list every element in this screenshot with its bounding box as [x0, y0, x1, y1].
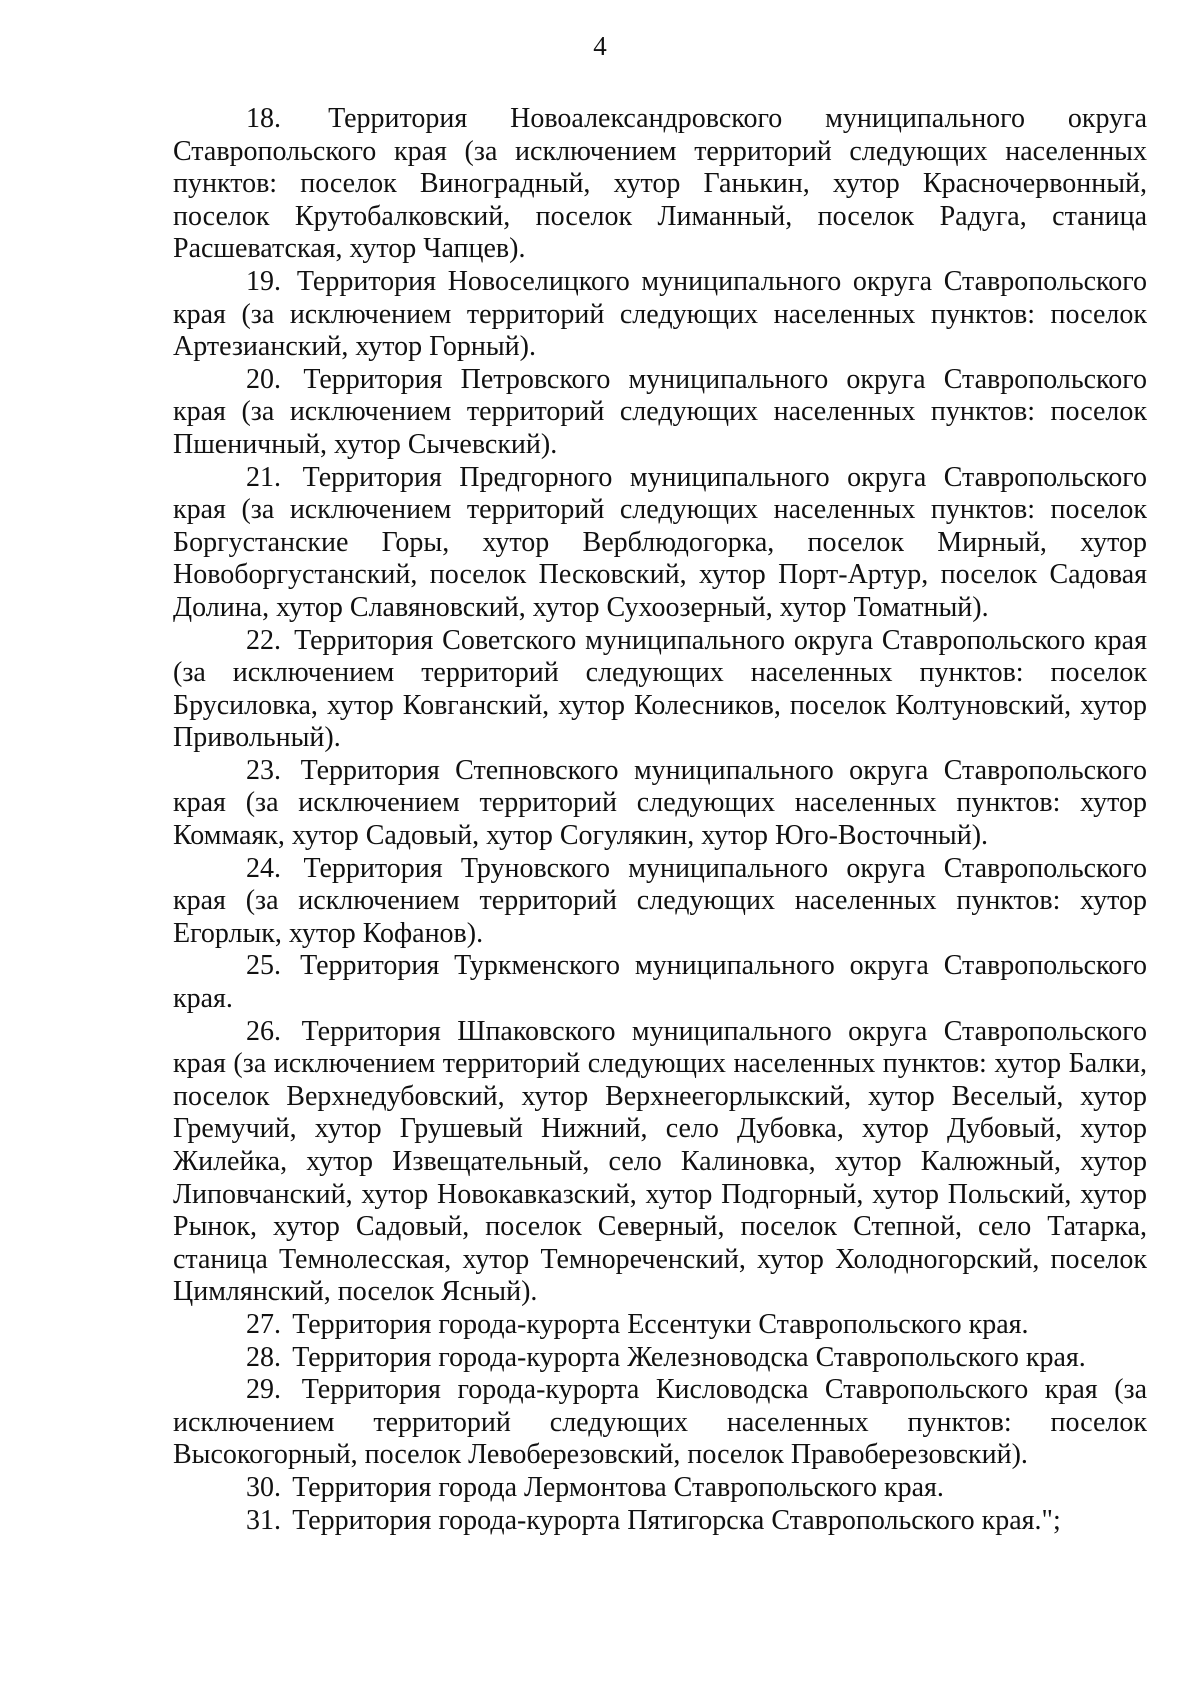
list-item-21: [173, 462, 1147, 625]
item-number: 18.: [246, 103, 281, 134]
item-text: Территория Новоалександровского муниципального округа Ставропольского края (за исключением территорий следующих населенных пунктов: поселок Виноградный, хутор Ганькин, хутор Красночервонный, поселок Крутобалковский, поселок Лиманный, поселок Радуга, станица Расшеватская, хутор Чапцев).: [173, 103, 1148, 265]
item-number: 27.: [246, 1308, 281, 1340]
item-number: 22.: [246, 624, 281, 656]
page-number: 4: [593, 31, 607, 61]
item-text: Территория Шпаковского муниципального округа Ставропольского края (за исключением территорий следующих населенных пунктов: хутор Балки, поселок Верхнедубовский, хутор Верхнеегорлыкский, хутор Веселый, хутор Гремучий, хутор Грушевый Нижний, село Дубовка, хутор Дубовый, хутор Жилейка, хутор Извещательный, село Калиновка, хутор Калюжный, хутор Липовчанский, хутор Новокавказский, хутор Подгорный, хутор Польский, хутор Рынок, хутор Садовый, поселок Северный, поселок Степной, село Татарка, станица Темнолесская, хутор Темнореченский, хутор Холодногорский, поселок Цимлянский, поселок Ясный).: [173, 1015, 1148, 1308]
list-item-28: [173, 1342, 1147, 1375]
list-item-26: [173, 1016, 1147, 1309]
item-text: Территория города-курорта Кисловодска Ставропольского края (за исключением территорий следующих населенных пунктов: поселок Высокогорный, поселок Левоберезовский, поселок Правоберезовский).: [173, 1374, 1148, 1471]
item-number: 29.: [246, 1374, 281, 1406]
item-text: Территория Новоселицкого муниципального округа Ставропольского края (за исключением территорий следующих населенных пунктов: поселок Артезианский, хутор Горный).: [173, 265, 1148, 363]
list-item-29: [173, 1374, 1147, 1472]
item-number: 20.: [246, 363, 281, 395]
item-text: Территория Степновского муниципального округа Ставропольского края (за исключением территорий следующих населенных пунктов: хутор Коммаяк, хутор Садовый, хутор Согулякин, хутор Юго-Восточный).: [173, 754, 1148, 852]
item-text: Территория Предгорного муниципального округа Ставропольского края (за исключением территорий следующих населенных пунктов: поселок Боргустанские Горы, хутор Верблюдогорка, поселок Мирный, хутор Новоборгустанский, поселок Песковский, хутор Порт-Артур, поселок Садовая Долина, хутор Славяновский, хутор Сухоозерный, хутор Томатный).: [173, 461, 1148, 623]
item-text: Территория города Лермонтова Ставропольского края.: [292, 1471, 944, 1503]
item-text: Территория Труновского муниципального округа Ставропольского края (за исключением территорий следующих населенных пунктов: хутор Егорлык, хутор Кофанов).: [173, 852, 1148, 949]
item-number: 31.: [246, 1504, 281, 1536]
item-text: Территория Туркменского муниципального округа Ставропольского края.: [173, 950, 1147, 1015]
item-number: 30.: [246, 1471, 281, 1503]
item-number: 23.: [246, 754, 281, 786]
document-body: [173, 103, 1147, 1537]
list-item-23: [173, 755, 1147, 853]
item-text: Территория города-курорта Железноводска Ставропольского края.: [292, 1341, 1086, 1373]
list-item-31: [173, 1505, 1147, 1538]
item-text: Территория города-курорта Пятигорска Ставропольского края.";: [292, 1504, 1061, 1536]
item-number: 28.: [246, 1341, 281, 1373]
item-number: 19.: [246, 265, 281, 297]
list-item-24: [173, 853, 1147, 951]
item-number: 21.: [246, 461, 281, 493]
item-number: 24.: [246, 852, 281, 884]
item-text: Территория Советского муниципального округа Ставропольского края (за исключением территорий следующих населенных пунктов: поселок Брусиловка, хутор Ковганский, хутор Колесников, поселок Колтуновский, хутор Привольный).: [173, 624, 1147, 754]
list-item-27: [173, 1309, 1147, 1342]
list-item-18: [173, 103, 1147, 266]
list-item-30: [173, 1472, 1147, 1505]
list-item-20: [173, 364, 1147, 462]
item-number: 26.: [246, 1015, 281, 1047]
list-item-22: [173, 625, 1147, 755]
item-text: Территория Петровского муниципального округа Ставропольского края (за исключением территорий следующих населенных пунктов: поселок Пшеничный, хутор Сычевский).: [173, 363, 1147, 460]
list-item-19: [173, 266, 1147, 364]
item-text: Территория города-курорта Ессентуки Ставропольского края.: [292, 1308, 1029, 1340]
list-item-25: [173, 950, 1147, 1015]
item-number: 25.: [246, 950, 281, 982]
